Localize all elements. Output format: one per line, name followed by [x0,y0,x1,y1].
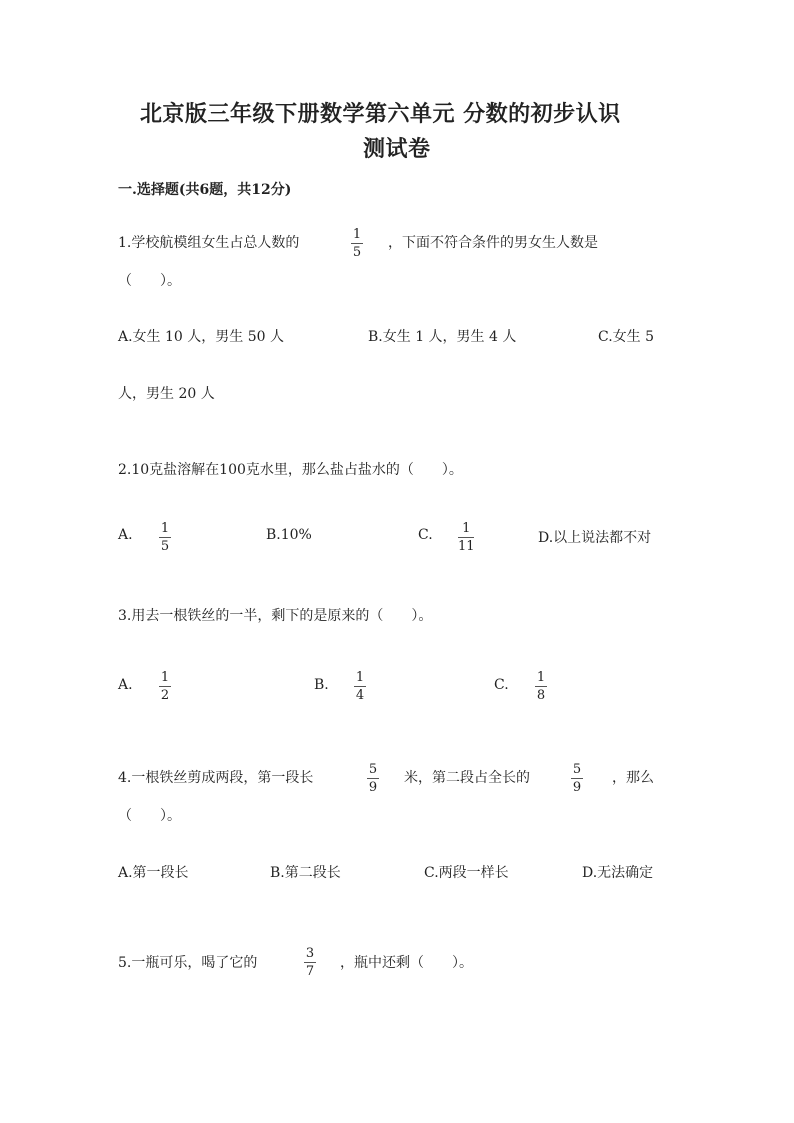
q5-fraction [304,946,316,979]
fraction-numerator: 1 [160,670,170,685]
fraction-bar [159,537,171,538]
q2-option-d: D.以上说法都不对 [538,530,652,546]
q1-option-c-continued: 人，男生 20 人 [118,386,215,402]
q4-option-d: D.无法确定 [582,865,654,881]
fraction-denominator: 2 [160,688,170,703]
section-header: 一.选择题(共6题，共12分) [118,182,292,198]
page-title: 北京版三年级下册数学第六单元 分数的初步认识 [140,101,621,127]
q3-option-a: A. [118,677,133,693]
q1-stem-part2: ，下面不符合条件的男女生人数是 [388,235,598,251]
fraction-denominator: 8 [536,688,546,703]
fraction-numerator: 1 [536,670,546,685]
q4-stem-part1: 4.一根铁丝剪成两段，第一段长 [118,770,314,786]
q1-option-b: B.女生 1 人，男生 4 人 [368,329,517,345]
q4-fraction-1 [367,762,379,795]
fraction-bar [458,537,474,538]
q3-stem: 3.用去一根铁丝的一半，剩下的是原来的（ ）。 [118,608,433,624]
q5-stem-part1: 5.一瓶可乐，喝了它的 [118,955,258,971]
q3-option-b-fraction [354,670,366,703]
fraction-denominator: 4 [355,688,365,703]
page-subtitle: 测试卷 [363,136,431,162]
q5-stem-part2: ，瓶中还剩（ ）。 [340,955,473,971]
fraction-bar [367,778,379,779]
fraction-numerator: 5 [368,762,378,777]
fraction-bar [304,962,316,963]
q3-option-c-fraction [535,670,547,703]
q4-answer-blank: （ ）。 [118,808,181,824]
q1-option-c: C.女生 5 [598,329,655,345]
fraction-denominator: 5 [160,539,170,554]
q2-option-c: C. [418,527,433,543]
fraction-numerator: 3 [305,946,315,961]
fraction-denominator: 9 [368,780,378,795]
fraction-denominator: 11 [458,539,475,554]
q1-stem-part1: 1.学校航模组女生占总人数的 [118,235,300,251]
fraction-denominator: 5 [352,245,362,260]
q4-stem-part2: 米，第二段占全长的 [404,770,530,786]
q2-option-a: A. [118,527,133,543]
fraction-bar [535,686,547,687]
fraction-numerator: 5 [572,762,582,777]
q3-option-b: B. [314,677,329,693]
q3-option-a-fraction [159,670,171,703]
fraction-numerator: 1 [462,521,471,536]
fraction-numerator: 1 [355,670,365,685]
q1-answer-blank: （ ）。 [118,273,181,289]
q1-option-a: A.女生 10 人，男生 50 人 [118,329,284,345]
q2-option-a-fraction [159,521,171,554]
fraction-numerator: 1 [160,521,170,536]
q1-fraction [351,227,363,260]
q2-option-b: B.10% [266,527,312,543]
fraction-denominator: 7 [305,964,315,979]
q4-stem-part3: ，那么 [612,770,654,786]
q4-fraction-2 [571,762,583,795]
fraction-numerator: 1 [352,227,362,242]
fraction-denominator: 9 [572,780,582,795]
fraction-bar [354,686,366,687]
q2-option-c-fraction [458,521,475,554]
fraction-bar [159,686,171,687]
fraction-bar [351,243,363,244]
q3-option-c: C. [494,677,509,693]
q4-option-a: A.第一段长 [118,865,189,881]
fraction-bar [571,778,583,779]
q2-stem: 2.10克盐溶解在100克水里，那么盐占盐水的（ ）。 [118,462,463,478]
q4-option-c: C.两段一样长 [424,865,509,881]
q4-option-b: B.第二段长 [270,865,341,881]
